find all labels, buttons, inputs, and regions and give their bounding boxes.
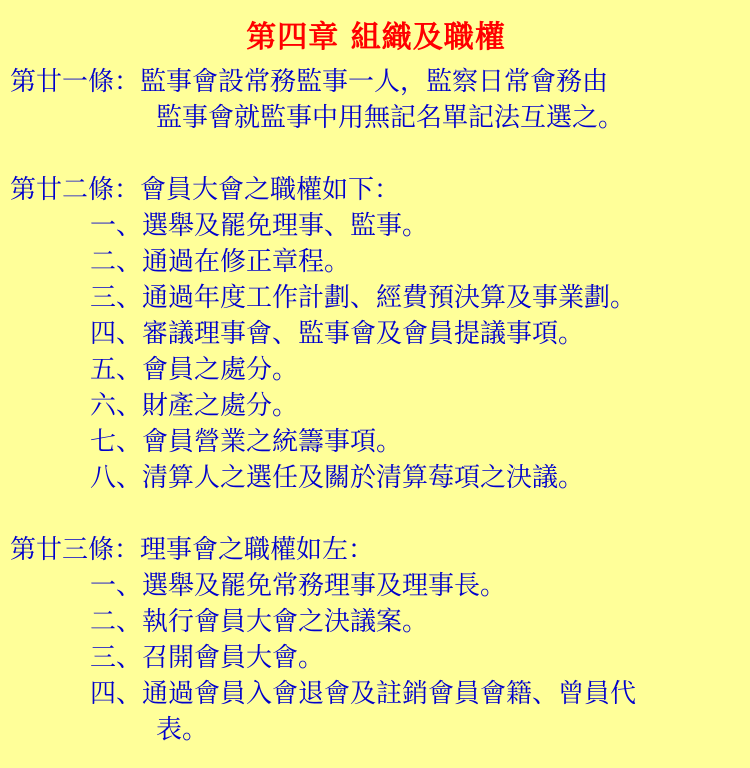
article-23-item-3: 三、召開會員大會。 — [90, 643, 325, 673]
article-23-heading: 第廿三條：理事會之職權如左： — [10, 535, 375, 565]
article-22-item-6: 六、財產之處分。 — [90, 391, 299, 421]
article-22-item-7: 七、會員營業之統籌事項。 — [90, 427, 403, 457]
article-21-line-2: 監事會就監事中用無記名單記法互選之。 — [156, 103, 625, 133]
article-23-item-2: 二、執行會員大會之決議案。 — [90, 607, 429, 637]
article-23-item-4-continuation: 表。 — [156, 715, 209, 745]
article-22 — [10, 172, 742, 496]
article-21 — [10, 64, 742, 136]
article-22-item-1: 一、選舉及罷免理事、監事。 — [90, 211, 429, 241]
chapter-title: 第四章 組織及職權 — [246, 20, 506, 55]
article-22-item-4: 四、審議理事會、監事會及會員提議事項。 — [90, 319, 585, 349]
article-22-item-2: 二、通過在修正章程。 — [90, 247, 351, 277]
spacer — [10, 496, 742, 532]
article-21-line-1: 第廿一條：監事會設常務監事一人，監察日常會務由 — [10, 67, 609, 97]
article-22-heading: 第廿二條：會員大會之職權如下： — [10, 175, 401, 205]
article-23 — [10, 532, 742, 748]
spacer — [10, 136, 742, 172]
article-23-item-4: 四、通過會員入會退會及註銷會員會籍、曾員代 — [90, 679, 637, 709]
article-22-item-8: 八、清算人之選任及關於清算莓項之決議。 — [90, 463, 585, 493]
article-22-item-3: 三、通過年度工作計劃、經費預決算及事業劃。 — [90, 283, 637, 313]
article-22-item-5: 五、會員之處分。 — [90, 355, 299, 385]
article-23-item-1: 一、選舉及罷免常務理事及理事長。 — [90, 571, 507, 601]
